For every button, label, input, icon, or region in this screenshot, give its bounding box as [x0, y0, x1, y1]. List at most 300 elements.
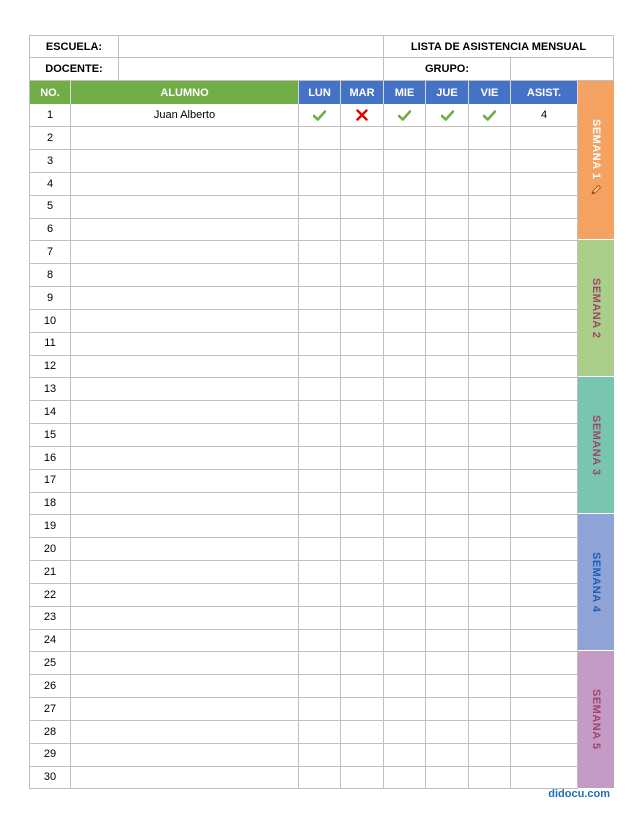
day-cell-thu[interactable] [426, 355, 469, 378]
day-cell-tue[interactable] [341, 720, 384, 743]
day-cell-wed[interactable] [384, 652, 426, 675]
check-icon [313, 110, 326, 121]
day-cell-fri[interactable] [469, 172, 511, 195]
day-cell-thu[interactable] [426, 492, 469, 515]
attendance-total-cell[interactable] [511, 401, 578, 424]
attendance-total-cell[interactable] [511, 629, 578, 652]
student-name-cell[interactable] [71, 241, 299, 264]
day-cell-mon[interactable] [299, 332, 341, 355]
col-header-fri [469, 81, 511, 104]
student-name-cell[interactable] [71, 332, 299, 355]
day-cell-tue[interactable] [341, 355, 384, 378]
day-cell-tue[interactable] [341, 424, 384, 447]
row-number: 1 [46, 109, 54, 122]
student-name-cell[interactable] [71, 698, 299, 721]
day-cell-mon[interactable] [299, 492, 341, 515]
col-header-no [29, 81, 71, 104]
day-cell-wed[interactable] [384, 424, 426, 447]
row-number: 9 [46, 291, 54, 304]
day-cell-mon[interactable] [299, 743, 341, 766]
day-cell-tue[interactable] [341, 195, 384, 218]
day-cell-mon[interactable] [299, 675, 341, 698]
day-cell-tue[interactable] [341, 492, 384, 515]
week-label: SEMANA 4 [590, 551, 602, 613]
day-cell-mon[interactable] [299, 127, 341, 150]
day-cell-wed[interactable] [384, 698, 426, 721]
col-header-thu-label: JUE [436, 86, 458, 99]
row-number-cell [29, 195, 71, 218]
day-cell-fri[interactable] [469, 378, 511, 401]
day-cell-fri[interactable] [469, 515, 511, 538]
student-name-cell[interactable] [71, 127, 299, 150]
day-cell-fri[interactable] [469, 652, 511, 675]
check-icon [441, 110, 454, 121]
row-number-cell [29, 515, 71, 538]
attendance-total-cell[interactable] [511, 127, 578, 150]
row-number-cell [29, 218, 71, 241]
row-number-cell [29, 698, 71, 721]
row-number-cell [29, 561, 71, 584]
day-cell-wed[interactable] [384, 287, 426, 310]
day-cell-thu[interactable] [426, 515, 469, 538]
row-number: 11 [44, 337, 56, 350]
week-3-tab [578, 377, 614, 514]
day-cell-wed[interactable] [384, 241, 426, 264]
day-cell-wed[interactable] [384, 150, 426, 173]
student-name-cell[interactable] [71, 309, 299, 332]
day-cell-thu[interactable] [426, 150, 469, 173]
attendance-total-cell[interactable] [511, 309, 578, 332]
row-number: 21 [43, 565, 57, 578]
row-number-cell [29, 538, 71, 561]
day-cell-wed[interactable] [384, 515, 426, 538]
attendance-total-cell[interactable] [511, 378, 578, 401]
attendance-total-cell[interactable] [511, 446, 578, 469]
day-cell-tue[interactable] [341, 287, 384, 310]
teacher-field[interactable] [119, 58, 384, 81]
attendance-total-cell[interactable] [511, 424, 578, 447]
row-number-cell [29, 583, 71, 606]
row-number-cell [29, 241, 71, 264]
attendance-total-cell[interactable] [511, 561, 578, 584]
day-cell-thu[interactable] [426, 309, 469, 332]
row-number: 16 [43, 451, 57, 464]
row-number-cell [29, 606, 71, 629]
week-4-tab [578, 514, 614, 651]
day-cell-wed[interactable] [384, 172, 426, 195]
row-number: 29 [43, 748, 57, 761]
check-icon [483, 110, 496, 121]
school-label-cell [29, 35, 119, 58]
row-number-cell [29, 469, 71, 492]
row-number-cell [29, 629, 71, 652]
day-cell-tue[interactable] [341, 401, 384, 424]
day-cell-tue[interactable] [341, 104, 384, 127]
student-name-cell[interactable] [71, 766, 299, 789]
day-cell-fri[interactable] [469, 195, 511, 218]
day-cell-wed[interactable] [384, 401, 426, 424]
attendance-total-cell[interactable] [511, 720, 578, 743]
week-1-tab [578, 81, 614, 240]
row-number-cell [29, 766, 71, 789]
day-cell-fri[interactable] [469, 720, 511, 743]
day-cell-wed[interactable] [384, 127, 426, 150]
day-cell-mon[interactable] [299, 218, 341, 241]
group-field[interactable] [511, 58, 614, 81]
day-cell-mon[interactable] [299, 698, 341, 721]
student-name-cell[interactable] [71, 538, 299, 561]
week-label: SEMANA 1 [590, 118, 602, 180]
student-name-cell[interactable] [71, 492, 299, 515]
student-name-cell[interactable] [71, 287, 299, 310]
day-cell-fri[interactable] [469, 401, 511, 424]
attendance-total-cell[interactable] [511, 698, 578, 721]
day-cell-fri[interactable] [469, 218, 511, 241]
student-name-cell[interactable] [71, 720, 299, 743]
day-cell-thu[interactable] [426, 583, 469, 606]
school-field[interactable] [119, 35, 384, 58]
day-cell-fri[interactable] [469, 629, 511, 652]
day-cell-wed[interactable] [384, 583, 426, 606]
day-cell-tue[interactable] [341, 218, 384, 241]
day-cell-wed[interactable] [384, 720, 426, 743]
student-name-cell[interactable] [71, 561, 299, 584]
day-cell-tue[interactable] [341, 309, 384, 332]
day-cell-fri[interactable] [469, 538, 511, 561]
day-cell-thu[interactable] [426, 720, 469, 743]
day-cell-thu[interactable] [426, 332, 469, 355]
day-cell-fri[interactable] [469, 743, 511, 766]
day-cell-mon[interactable] [299, 766, 341, 789]
day-cell-tue[interactable] [341, 629, 384, 652]
row-number: 27 [43, 702, 57, 715]
day-cell-wed[interactable] [384, 309, 426, 332]
row-number: 15 [43, 428, 57, 441]
col-header-student-label: ALUMNO [160, 86, 209, 99]
day-cell-mon[interactable] [299, 629, 341, 652]
day-cell-mon[interactable] [299, 355, 341, 378]
group-label: GRUPO: [425, 63, 469, 75]
attendance-total-cell[interactable] [511, 172, 578, 195]
student-name-cell[interactable] [71, 195, 299, 218]
day-cell-wed[interactable] [384, 378, 426, 401]
student-name-cell[interactable] [71, 172, 299, 195]
attendance-total-cell[interactable] [511, 104, 578, 127]
day-cell-fri[interactable] [469, 241, 511, 264]
attendance-total-cell[interactable] [511, 150, 578, 173]
day-cell-mon[interactable] [299, 401, 341, 424]
col-header-wed [384, 81, 426, 104]
day-cell-thu[interactable] [426, 561, 469, 584]
day-cell-thu[interactable] [426, 675, 469, 698]
day-cell-mon[interactable] [299, 150, 341, 173]
group-label-cell [384, 58, 511, 81]
day-cell-fri[interactable] [469, 446, 511, 469]
col-header-tue [341, 81, 384, 104]
student-name-cell[interactable] [71, 104, 299, 127]
week-5-tab [578, 651, 614, 789]
col-header-attendance [511, 81, 578, 104]
row-number: 12 [43, 360, 57, 373]
col-header-mon-label: LUN [308, 86, 331, 99]
row-number-cell [29, 309, 71, 332]
col-header-thu [426, 81, 469, 104]
student-name-cell[interactable] [71, 378, 299, 401]
attendance-total-cell[interactable] [511, 652, 578, 675]
day-cell-tue[interactable] [341, 675, 384, 698]
row-number: 14 [43, 405, 57, 418]
day-cell-tue[interactable] [341, 538, 384, 561]
day-cell-wed[interactable] [384, 332, 426, 355]
row-number-cell [29, 172, 71, 195]
day-cell-fri[interactable] [469, 355, 511, 378]
day-cell-wed[interactable] [384, 218, 426, 241]
day-cell-thu[interactable] [426, 766, 469, 789]
day-cell-fri[interactable] [469, 287, 511, 310]
day-cell-tue[interactable] [341, 515, 384, 538]
row-number: 3 [46, 154, 54, 167]
day-cell-fri[interactable] [469, 309, 511, 332]
attendance-total-cell[interactable] [511, 515, 578, 538]
day-cell-mon[interactable] [299, 264, 341, 287]
day-cell-tue[interactable] [341, 743, 384, 766]
row-number-cell [29, 720, 71, 743]
day-cell-tue[interactable] [341, 561, 384, 584]
day-cell-mon[interactable] [299, 583, 341, 606]
week-label: SEMANA 3 [590, 414, 602, 476]
day-cell-mon[interactable] [299, 446, 341, 469]
day-cell-thu[interactable] [426, 172, 469, 195]
day-cell-wed[interactable] [384, 446, 426, 469]
day-cell-wed[interactable] [384, 195, 426, 218]
day-cell-wed[interactable] [384, 766, 426, 789]
day-cell-mon[interactable] [299, 561, 341, 584]
day-cell-tue[interactable] [341, 469, 384, 492]
title-cell [384, 35, 614, 58]
attendance-total-cell[interactable] [511, 583, 578, 606]
day-cell-tue[interactable] [341, 241, 384, 264]
student-name-cell[interactable] [71, 743, 299, 766]
attendance-total-cell[interactable] [511, 675, 578, 698]
row-number-cell [29, 264, 71, 287]
day-cell-mon[interactable] [299, 309, 341, 332]
day-cell-tue[interactable] [341, 652, 384, 675]
row-number: 5 [46, 200, 54, 213]
day-cell-mon[interactable] [299, 606, 341, 629]
col-header-mon [299, 81, 341, 104]
col-header-no-label: NO. [40, 86, 60, 99]
day-cell-thu[interactable] [426, 195, 469, 218]
day-cell-mon[interactable] [299, 172, 341, 195]
pencil-icon [590, 183, 602, 201]
student-name-cell[interactable] [71, 218, 299, 241]
row-number: 30 [43, 771, 57, 784]
row-number: 22 [43, 588, 57, 601]
student-name-cell[interactable] [71, 150, 299, 173]
day-cell-tue[interactable] [341, 766, 384, 789]
row-number-cell [29, 675, 71, 698]
day-cell-tue[interactable] [341, 606, 384, 629]
day-cell-mon[interactable] [299, 378, 341, 401]
attendance-total-cell[interactable] [511, 355, 578, 378]
day-cell-thu[interactable] [426, 401, 469, 424]
day-cell-thu[interactable] [426, 218, 469, 241]
day-cell-thu[interactable] [426, 469, 469, 492]
attendance-total-cell[interactable] [511, 332, 578, 355]
day-cell-wed[interactable] [384, 561, 426, 584]
student-name-cell[interactable] [71, 264, 299, 287]
day-cell-fri[interactable] [469, 675, 511, 698]
day-cell-wed[interactable] [384, 355, 426, 378]
day-cell-thu[interactable] [426, 652, 469, 675]
day-cell-tue[interactable] [341, 150, 384, 173]
student-name-cell[interactable] [71, 583, 299, 606]
day-cell-mon[interactable] [299, 469, 341, 492]
day-cell-wed[interactable] [384, 492, 426, 515]
day-cell-fri[interactable] [469, 583, 511, 606]
student-name-cell[interactable] [71, 629, 299, 652]
col-header-wed-label: MIE [394, 86, 415, 99]
row-number: 25 [43, 657, 57, 670]
day-cell-fri[interactable] [469, 424, 511, 447]
row-number: 6 [46, 223, 54, 236]
day-cell-tue[interactable] [341, 446, 384, 469]
day-cell-thu[interactable] [426, 241, 469, 264]
col-header-attendance-label: ASIST. [526, 86, 562, 99]
day-cell-fri[interactable] [469, 127, 511, 150]
attendance-total-cell[interactable] [511, 241, 578, 264]
col-header-tue-label: MAR [349, 86, 375, 99]
row-number-cell [29, 150, 71, 173]
day-cell-thu[interactable] [426, 287, 469, 310]
day-cell-mon[interactable] [299, 515, 341, 538]
day-cell-mon[interactable] [299, 652, 341, 675]
student-name-cell[interactable] [71, 469, 299, 492]
attendance-total-cell[interactable] [511, 264, 578, 287]
attendance-total-cell[interactable] [511, 743, 578, 766]
school-label: ESCUELA: [45, 40, 103, 53]
day-cell-tue[interactable] [341, 698, 384, 721]
day-cell-mon[interactable] [299, 195, 341, 218]
day-cell-fri[interactable] [469, 150, 511, 173]
student-name-cell[interactable] [71, 401, 299, 424]
day-cell-thu[interactable] [426, 538, 469, 561]
day-cell-wed[interactable] [384, 538, 426, 561]
student-name-cell[interactable] [71, 652, 299, 675]
row-number: 13 [43, 383, 57, 396]
student-name-cell[interactable] [71, 446, 299, 469]
day-cell-fri[interactable] [469, 492, 511, 515]
attendance-total: 4 [540, 109, 548, 122]
day-cell-fri[interactable] [469, 606, 511, 629]
day-cell-fri[interactable] [469, 766, 511, 789]
day-cell-thu[interactable] [426, 378, 469, 401]
row-number-cell [29, 424, 71, 447]
day-cell-wed[interactable] [384, 606, 426, 629]
student-name-cell[interactable] [71, 675, 299, 698]
day-cell-mon[interactable] [299, 287, 341, 310]
row-number-cell [29, 104, 71, 127]
day-cell-thu[interactable] [426, 743, 469, 766]
row-number-cell [29, 287, 71, 310]
attendance-total-cell[interactable] [511, 606, 578, 629]
day-cell-thu[interactable] [426, 104, 469, 127]
day-cell-wed[interactable] [384, 675, 426, 698]
day-cell-fri[interactable] [469, 698, 511, 721]
row-number: 10 [43, 314, 57, 327]
day-cell-mon[interactable] [299, 424, 341, 447]
day-cell-tue[interactable] [341, 127, 384, 150]
day-cell-thu[interactable] [426, 264, 469, 287]
attendance-total-cell[interactable] [511, 492, 578, 515]
day-cell-tue[interactable] [341, 264, 384, 287]
attendance-total-cell[interactable] [511, 538, 578, 561]
cross-icon [356, 109, 368, 121]
day-cell-fri[interactable] [469, 264, 511, 287]
day-cell-tue[interactable] [341, 583, 384, 606]
row-number: 23 [43, 611, 57, 624]
day-cell-wed[interactable] [384, 629, 426, 652]
row-number: 18 [43, 497, 57, 510]
check-icon [398, 110, 411, 121]
row-number-cell [29, 743, 71, 766]
row-number-cell [29, 127, 71, 150]
day-cell-thu[interactable] [426, 446, 469, 469]
day-cell-wed[interactable] [384, 743, 426, 766]
day-cell-fri[interactable] [469, 104, 511, 127]
day-cell-thu[interactable] [426, 127, 469, 150]
day-cell-wed[interactable] [384, 104, 426, 127]
day-cell-wed[interactable] [384, 469, 426, 492]
day-cell-mon[interactable] [299, 241, 341, 264]
row-number-cell [29, 378, 71, 401]
week-2-tab [578, 240, 614, 377]
row-number: 28 [43, 725, 57, 738]
attendance-total-cell[interactable] [511, 218, 578, 241]
day-cell-mon[interactable] [299, 104, 341, 127]
day-cell-fri[interactable] [469, 561, 511, 584]
day-cell-thu[interactable] [426, 629, 469, 652]
row-number: 19 [43, 520, 57, 533]
student-name-cell[interactable] [71, 515, 299, 538]
attendance-total-cell[interactable] [511, 287, 578, 310]
student-name-cell[interactable] [71, 606, 299, 629]
day-cell-tue[interactable] [341, 378, 384, 401]
attendance-total-cell[interactable] [511, 469, 578, 492]
day-cell-thu[interactable] [426, 606, 469, 629]
day-cell-mon[interactable] [299, 538, 341, 561]
day-cell-mon[interactable] [299, 720, 341, 743]
student-name-cell[interactable] [71, 424, 299, 447]
attendance-total-cell[interactable] [511, 766, 578, 789]
day-cell-fri[interactable] [469, 469, 511, 492]
col-header-student [71, 81, 299, 104]
page-title: LISTA DE ASISTENCIA MENSUAL [410, 40, 587, 53]
day-cell-thu[interactable] [426, 698, 469, 721]
day-cell-fri[interactable] [469, 332, 511, 355]
teacher-label: DOCENTE: [45, 63, 103, 75]
day-cell-tue[interactable] [341, 172, 384, 195]
row-number-cell [29, 355, 71, 378]
day-cell-thu[interactable] [426, 424, 469, 447]
student-name-cell[interactable] [71, 355, 299, 378]
row-number: 26 [43, 679, 57, 692]
attendance-total-cell[interactable] [511, 195, 578, 218]
day-cell-wed[interactable] [384, 264, 426, 287]
row-number: 4 [46, 177, 54, 190]
day-cell-tue[interactable] [341, 332, 384, 355]
week-label: SEMANA 2 [590, 277, 602, 339]
